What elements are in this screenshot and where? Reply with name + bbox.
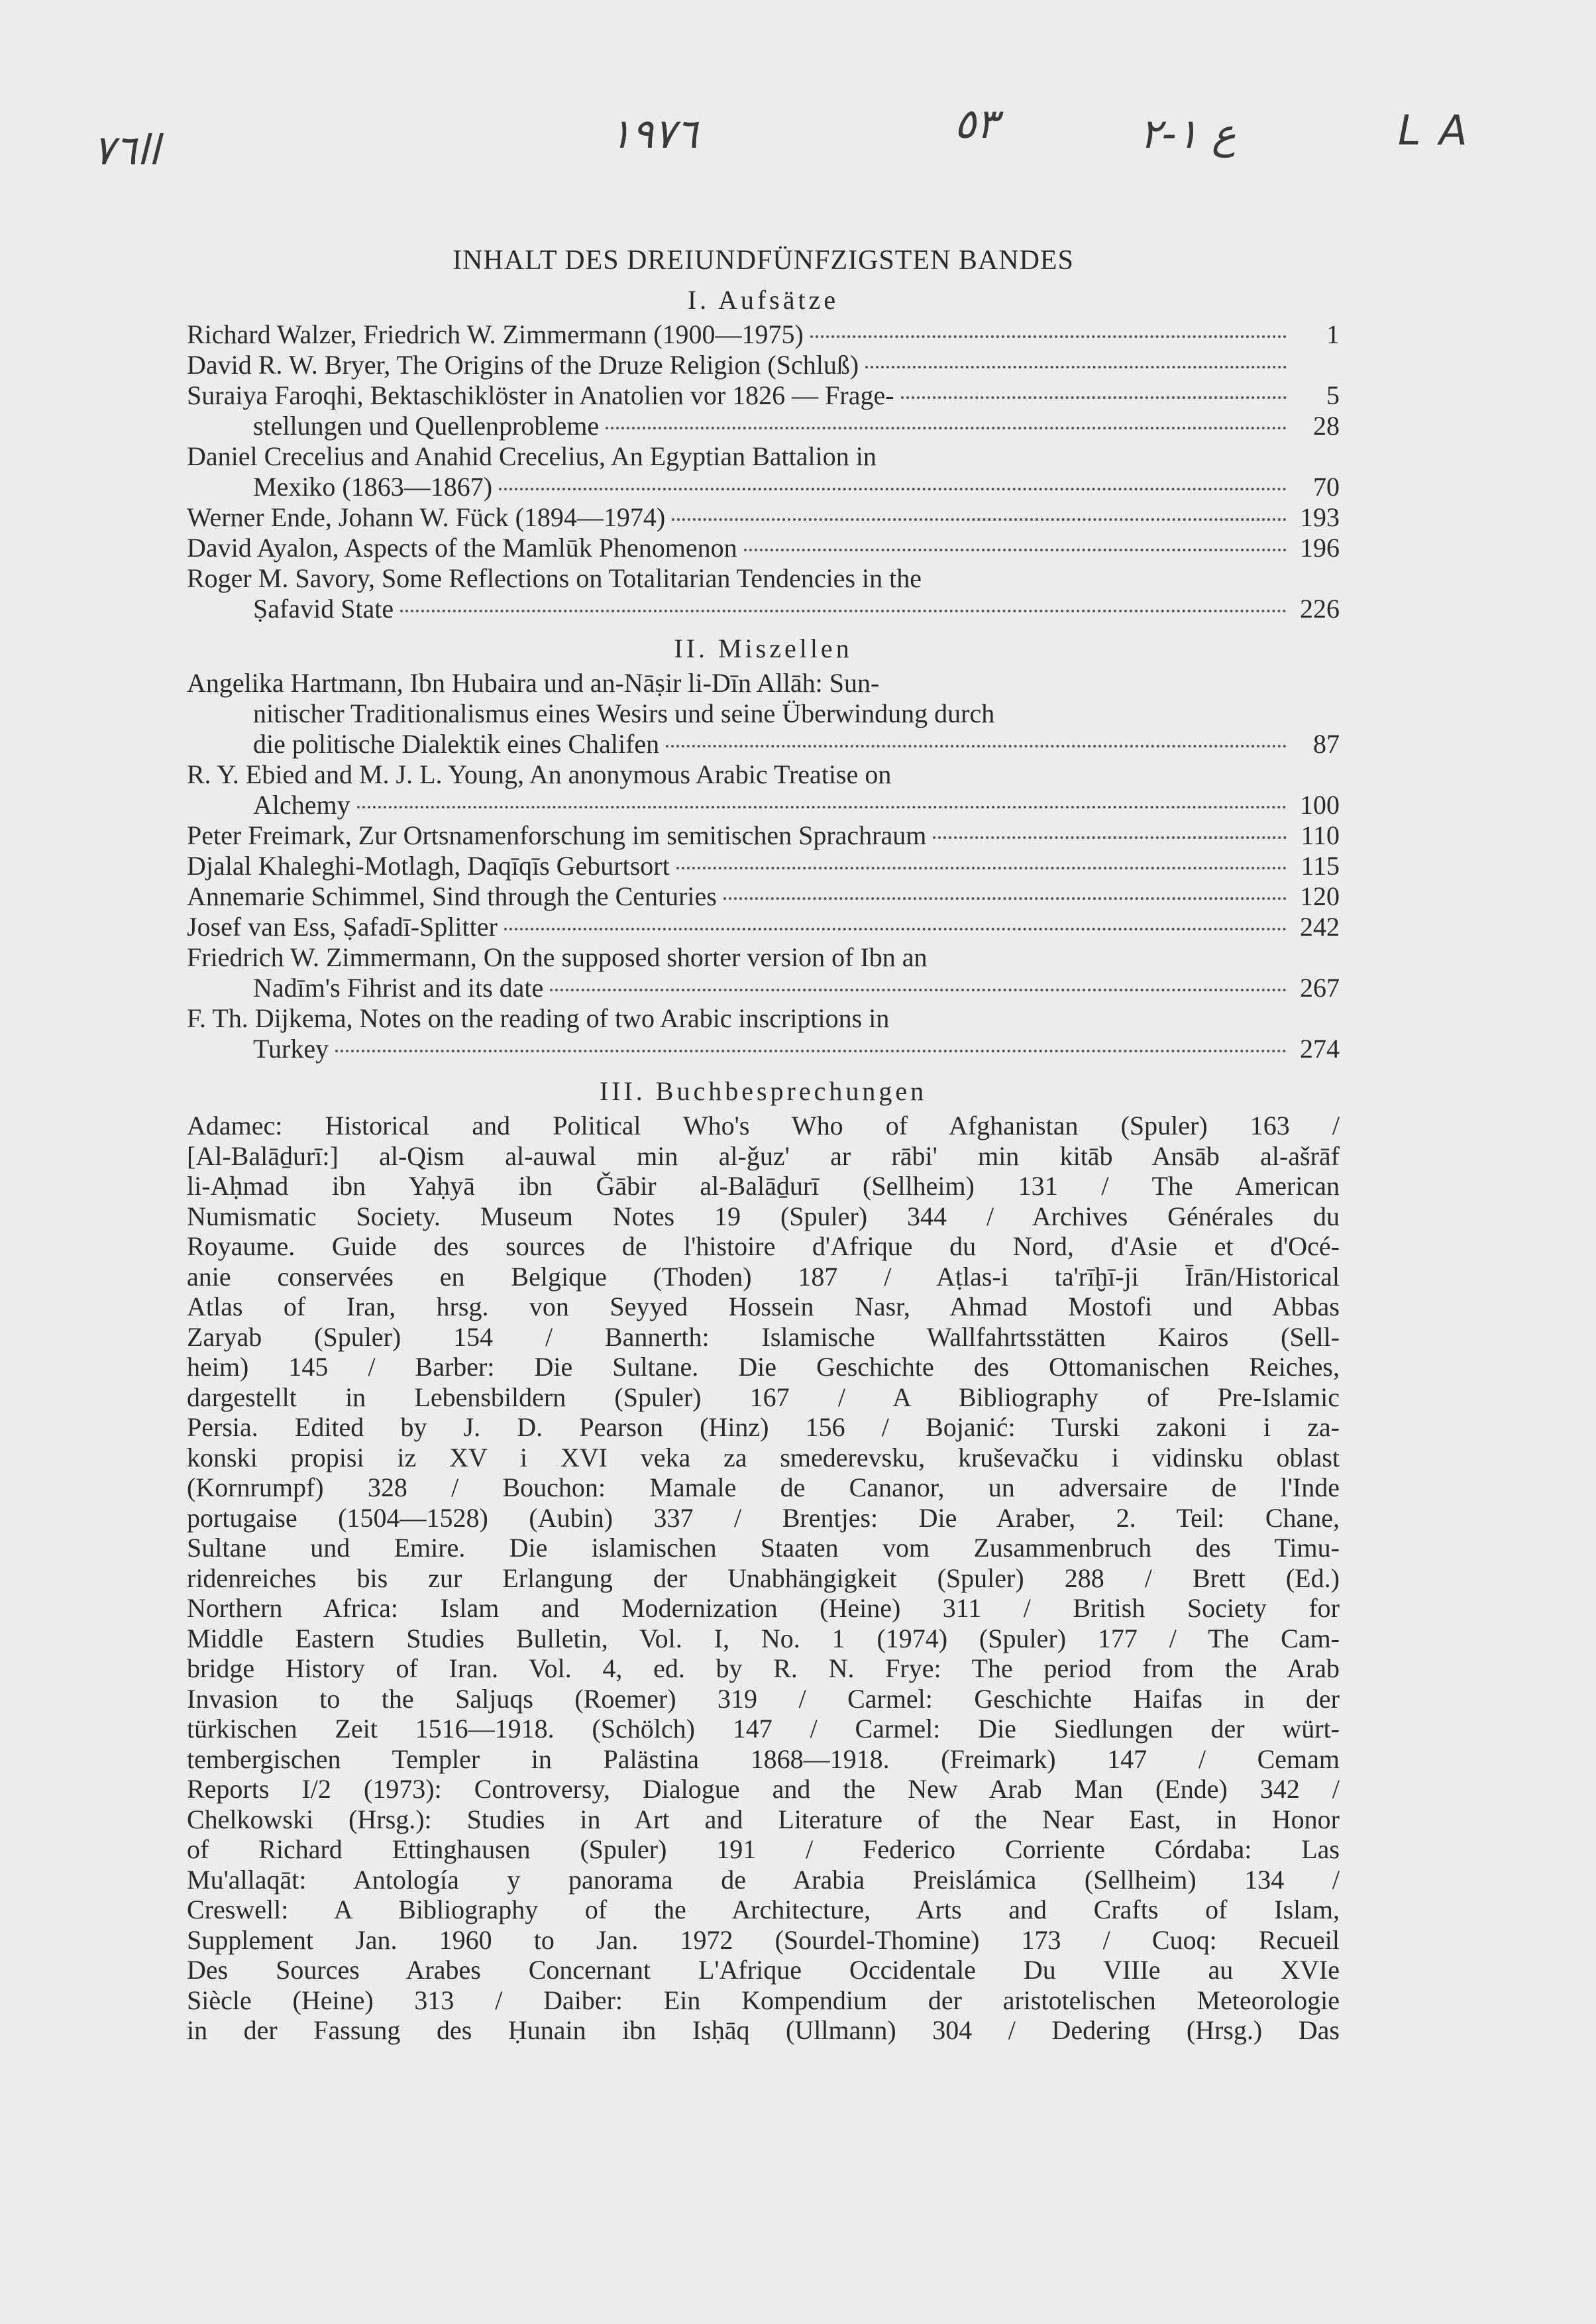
toc-entry (187, 881, 1340, 912)
toc-entry-line (187, 942, 1340, 973)
review-line: Chelkowski (Hrsg.): Studies in Art and Literature of the Near East, in Honor (187, 1804, 1340, 1834)
handwritten-mark-3: ٥٣ (954, 99, 998, 148)
toc-entry-text: David Ayalon, Aspects of the Mamlūk Phenomenon (187, 533, 737, 563)
leader-dots (723, 897, 1287, 900)
toc-entry-text: Roger M. Savory, Some Reflections on Totalitarian Tendencies in the (187, 563, 922, 593)
toc-entry-line (187, 973, 1340, 1003)
page-number: 226 (1300, 594, 1340, 624)
page-number: 196 (1300, 533, 1340, 563)
review-line: in der Fassung des Ḥunain ibn Isḥāq (Ullmann) 304 / Dedering (Hrsg.) Das (187, 2015, 1340, 2045)
page-number: 1 (1326, 319, 1340, 349)
handwritten-mark-1: ﺍﺍ٧٦ (93, 126, 160, 174)
toc-entry-text: Alchemy (253, 790, 350, 820)
toc-entry-line (187, 759, 1340, 790)
handwritten-mark-2: ١٩٧٦ (610, 109, 698, 158)
leader-dots (744, 549, 1287, 551)
page-number: 274 (1300, 1034, 1340, 1064)
toc-entry-text: Annemarie Schimmel, Sind through the Centuries (187, 881, 717, 911)
toc-entry (187, 851, 1340, 881)
leader-dots (400, 610, 1287, 612)
leader-dots (504, 928, 1287, 930)
toc-entry-text: F. Th. Dijkema, Notes on the reading of two Arabic inscriptions in (187, 1003, 890, 1033)
leader-dots (499, 488, 1287, 490)
review-line: ridenreiches bis zur Erlangung der Unabhängigkeit (Spuler) 288 / Brett (Ed.) (187, 1563, 1340, 1593)
review-line: Numismatic Society. Museum Notes 19 (Spuler) 344 / Archives Générales du (187, 1201, 1340, 1231)
toc-entry (187, 533, 1340, 563)
review-line: dargestellt in Lebensbildern (Spuler) 167 / A Bibliography of Pre-Islamic (187, 1382, 1340, 1412)
toc-entry-text: Nadīm's Fihrist and its date (253, 973, 544, 1003)
toc-entry-text: Richard Walzer, Friedrich W. Zimmermann (1900—1975) (187, 319, 804, 349)
review-line: Royaume. Guide des sources de l'histoire d'Afrique du Nord, d'Asie et d'Océ- (187, 1231, 1340, 1261)
toc-entry-text: Djalal Khaleghi-Motlagh, Daqīqīs Geburtsort (187, 851, 670, 881)
toc-entry-line (187, 563, 1340, 594)
review-line: li-Aḥmad ibn Yaḥyā ibn Ǧābir al-Balāḏurī (Sellheim) 131 / The American (187, 1171, 1340, 1201)
review-line: Supplement Jan. 1960 to Jan. 1972 (Sourdel-Thomine) 173 / Cuoq: Recueil (187, 1924, 1340, 1955)
leader-dots (933, 836, 1287, 839)
leader-dots (901, 396, 1287, 399)
leader-dots (810, 335, 1287, 338)
toc-entry (187, 380, 1340, 441)
toc-entry-line (187, 411, 1340, 441)
leader-dots (606, 427, 1287, 429)
review-line: Siècle (Heine) 313 / Daiber: Ein Kompendium der aristotelischen Meteorologie (187, 1985, 1340, 2015)
toc-entry (187, 502, 1340, 533)
toc-entry-line (187, 1003, 1340, 1034)
toc-entry-text: Mexiko (1863—1867) (253, 472, 493, 502)
toc-entry (187, 1003, 1340, 1064)
toc-entry-line (187, 350, 1340, 380)
contents-page (187, 245, 1340, 2046)
toc-entry-text: Werner Ende, Johann W. Fück (1894—1974) (187, 502, 666, 532)
buchbesprechungen-text (187, 1111, 1340, 2046)
section-heading-miszellen: II. Miszellen (674, 634, 853, 663)
review-line: portugaise (1504—1528) (Aubin) 337 / Brentjes: Die Araber, 2. Teil: Chane, (187, 1502, 1340, 1533)
toc-entry (187, 668, 1340, 759)
toc-entry-line (187, 851, 1340, 881)
toc-entry (187, 759, 1340, 820)
miszellen-list (187, 668, 1340, 1064)
toc-entry-line (187, 790, 1340, 820)
toc-entry (187, 441, 1340, 502)
toc-entry-line (187, 912, 1340, 942)
review-line: Adamec: Historical and Political Who's Who of Afghanistan (Spuler) 163 / (187, 1111, 1340, 1140)
page-number: 70 (1313, 472, 1340, 502)
review-line: anie conservées en Belgique (Thoden) 187 / Aṭlas-i ta'rīḫī-ji Īrān/Historical (187, 1261, 1340, 1292)
toc-entry-text: Turkey (253, 1034, 329, 1064)
page-number: 5 (1326, 380, 1340, 410)
review-line: Atlas of Iran, hrsg. von Seyyed Hossein Nasr, Ahmad Mostofi und Abbas (187, 1292, 1340, 1321)
review-line: Invasion to the Saljuqs (Roemer) 319 / Carmel: Geschichte Haifas in der (187, 1683, 1340, 1714)
review-line: Persia. Edited by J. D. Pearson (Hinz) 156 / Bojanić: Turski zakoni i za- (187, 1412, 1340, 1442)
review-line: of Richard Ettinghausen (Spuler) 191 / Federico Corriente Córdaba: Las (187, 1834, 1340, 1864)
toc-entry-line (187, 502, 1340, 533)
review-line: Sultane und Emire. Die islamischen Staaten vom Zusammenbruch des Timu- (187, 1533, 1340, 1563)
toc-entry-text: die politische Dialektik eines Chalifen (253, 729, 660, 759)
review-line: Reports I/2 (1973): Controversy, Dialogue and the New Arab Man (Ende) 342 / (187, 1774, 1340, 1804)
handwritten-mark-5: L A (1398, 106, 1470, 154)
leader-dots (666, 745, 1287, 747)
review-line: bridge History of Iran. Vol. 4, ed. by R. N. Frye: The period from the Arab (187, 1653, 1340, 1683)
aufsaetze-list (187, 319, 1340, 624)
leader-dots (672, 518, 1287, 521)
page-number: 120 (1300, 881, 1340, 911)
review-line: Des Sources Arabes Concernant L'Afrique Occidentale Du VIIIe au XVIe (187, 1955, 1340, 1985)
toc-entry-text: nitischer Traditionalismus eines Wesirs und seine Überwindung durch (253, 698, 995, 728)
review-line: konski propisi iz XV i XVI veka za smederevsku, kruševačku i vidinsku oblast (187, 1442, 1340, 1472)
review-line: (Kornrumpf) 328 / Bouchon: Mamale de Cananor, un adversaire de l'Inde (187, 1472, 1340, 1502)
toc-entry (187, 319, 1340, 350)
review-line: Northern Africa: Islam and Modernization (Heine) 311 / British Society for (187, 1593, 1340, 1623)
toc-entry-text: Angelika Hartmann, Ibn Hubaira und an-Nāṣir li-Dīn Allāh: Sun- (187, 668, 880, 698)
review-line: tembergischen Templer in Palästina 1868—1918. (Freimark) 147 / Cemam (187, 1743, 1340, 1774)
leader-dots (676, 867, 1287, 869)
toc-entry-line (187, 698, 1340, 729)
leader-dots (357, 806, 1287, 808)
toc-entry (187, 942, 1340, 1003)
toc-entry-text: Friedrich W. Zimmermann, On the supposed shorter version of Ibn an (187, 942, 928, 972)
review-line: türkischen Zeit 1516—1918. (Schölch) 147 / Carmel: Die Siedlungen der würt- (187, 1714, 1340, 1743)
toc-entry-text: stellungen und Quellenprobleme (253, 411, 600, 441)
toc-entry-line (187, 380, 1340, 411)
toc-entry-line (187, 319, 1340, 350)
handwritten-mark-4: ع ١-٢ (1140, 109, 1236, 158)
review-line: [Al-Balāḏurī:] al-Qism al-auwal min al-ǧuz' ar rābi' min kitāb Ansāb al-ašrāf (187, 1140, 1340, 1171)
toc-entry-text: David R. W. Bryer, The Origins of the Druze Religion (Schluß) (187, 350, 859, 380)
page-number: 267 (1300, 973, 1340, 1003)
toc-entry-text: Josef van Ess, Ṣafadī-Splitter (187, 912, 498, 942)
toc-entry-line (187, 668, 1340, 698)
review-line: Creswell: A Bibliography of the Architecture, Arts and Crafts of Islam, (187, 1895, 1340, 1924)
toc-entry-line (187, 820, 1340, 851)
leader-dots (335, 1050, 1287, 1052)
review-line: heim) 145 / Barber: Die Sultane. Die Geschichte des Ottomanischen Reiches, (187, 1352, 1340, 1382)
review-line: Zaryab (Spuler) 154 / Bannerth: Islamische Wallfahrtsstätten Kairos (Sell- (187, 1321, 1340, 1352)
toc-entry (187, 350, 1340, 380)
toc-entry-text: Suraiya Faroqhi, Bektaschiklöster in Anatolien vor 1826 — Frage- (187, 380, 894, 410)
page-number: 87 (1313, 729, 1340, 759)
page-number: 115 (1301, 851, 1340, 881)
toc-entry-text: Peter Freimark, Zur Ortsnamenforschung im semitischen Sprachraum (187, 820, 927, 850)
toc-entry-line (187, 472, 1340, 502)
toc-entry-line (187, 1034, 1340, 1064)
toc-entry-line (187, 533, 1340, 563)
review-line: Middle Eastern Studies Bulletin, Vol. I, No. 1 (1974) (Spuler) 177 / The Cam- (187, 1623, 1340, 1653)
toc-entry-text: Daniel Crecelius and Anahid Crecelius, An Egyptian Battalion in (187, 441, 877, 471)
page-number: 100 (1300, 790, 1340, 820)
page-number: 28 (1313, 411, 1340, 441)
toc-entry-line (187, 594, 1340, 624)
toc-entry-text: Ṣafavid State (253, 594, 394, 624)
toc-entry-line (187, 441, 1340, 472)
section-heading-buchbesprechungen: III. Buchbesprechungen (599, 1076, 928, 1106)
leader-dots (550, 989, 1287, 991)
toc-entry-text: R. Y. Ebied and M. J. L. Young, An anonymous Arabic Treatise on (187, 759, 892, 789)
toc-entry (187, 912, 1340, 942)
leader-dots (865, 366, 1287, 368)
toc-entry-line (187, 729, 1340, 759)
toc-entry (187, 820, 1340, 851)
page-title: INHALT DES DREIUNDFÜNFZIGSTEN BANDES (452, 245, 1074, 276)
review-line: Mu'allaqāt: Antología y panorama de Arabia Preislámica (Sellheim) 134 / (187, 1864, 1340, 1895)
section-heading-aufsaetze: I. Aufsätze (687, 285, 839, 315)
toc-entry-line (187, 881, 1340, 912)
page-number: 110 (1301, 820, 1340, 850)
page-number: 193 (1300, 502, 1340, 532)
page-number: 242 (1300, 912, 1340, 942)
toc-entry (187, 563, 1340, 624)
